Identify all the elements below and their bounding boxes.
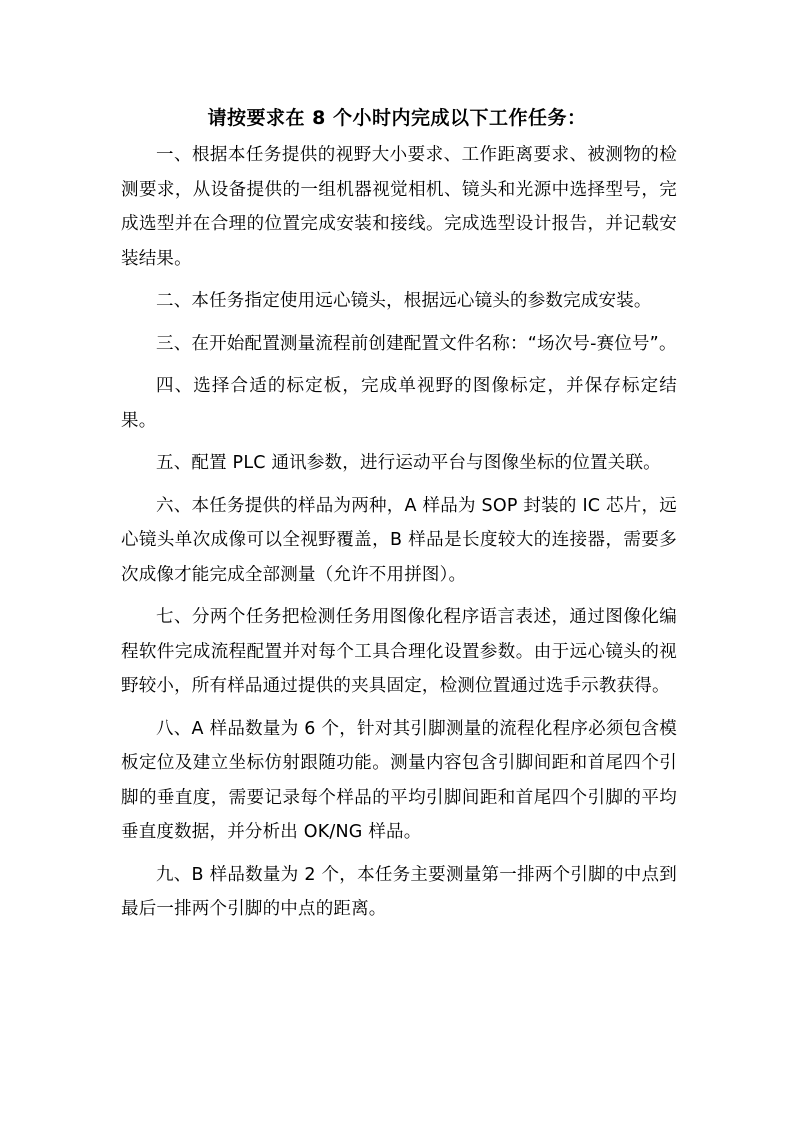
task-item-4: 四、选择合适的标定板，完成单视野的图像标定，并保存标定结果。 <box>121 376 677 431</box>
task-item-7: 七、分两个任务把检测任务用图像化程序语言表述，通过图像化编程软件完成流程配置并对每个工具合理化设置参数。由于远心镜头的视野较小，所有样品通过提供的夹具固定，检测位置通过选手示教获得。 <box>121 607 677 696</box>
task-item-6: 六、本任务提供的样品为两种，A 样品为 SOP 封装的 IC 芯片，远心镜头单次成像可以全视野覆盖，B 样品是长度较大的连接器，需要多次成像才能完成全部测量（允许不用拼图）。 <box>121 495 677 585</box>
task-item-2: 二、本任务指定使用远心镜头，根据远心镜头的参数完成安装。 <box>156 291 652 311</box>
page-title: 请按要求在 8 个小时内完成以下工作任务： <box>207 107 587 129</box>
task-item-8: 八、A 样品数量为 6 个，针对其引脚测量的流程化程序必须包含模板定位及建立坐标仿射跟随功能。测量内容包含引脚间距和首尾四个引脚的垂直度，需要记录每个样品的平均引脚间距和首尾四个引脚的平均垂直度数据，并分析出 OK/NG 样品。 <box>121 718 677 842</box>
task-item-5: 五、配置 PLC 通讯参数，进行运动平台与图像坐标的位置关联。 <box>156 453 661 473</box>
document-body <box>121 138 677 935</box>
task-item-3: 三、在开始配置测量流程前创建配置文件名称：“场次号-赛位号”。 <box>156 333 677 354</box>
task-item-1: 一、根据本任务提供的视野大小要求、工作距离要求、被测物的检测要求，从设备提供的一组机器视觉相机、镜头和光源中选择型号，完成选型并在合理的位置完成安装和接线。完成选型设计报告，并记载安装结果。 <box>121 145 677 269</box>
task-item-9: 九、B 样品数量为 2 个，本任务主要测量第一排两个引脚的中点到最后一排两个引脚的中点的距离。 <box>121 864 677 919</box>
